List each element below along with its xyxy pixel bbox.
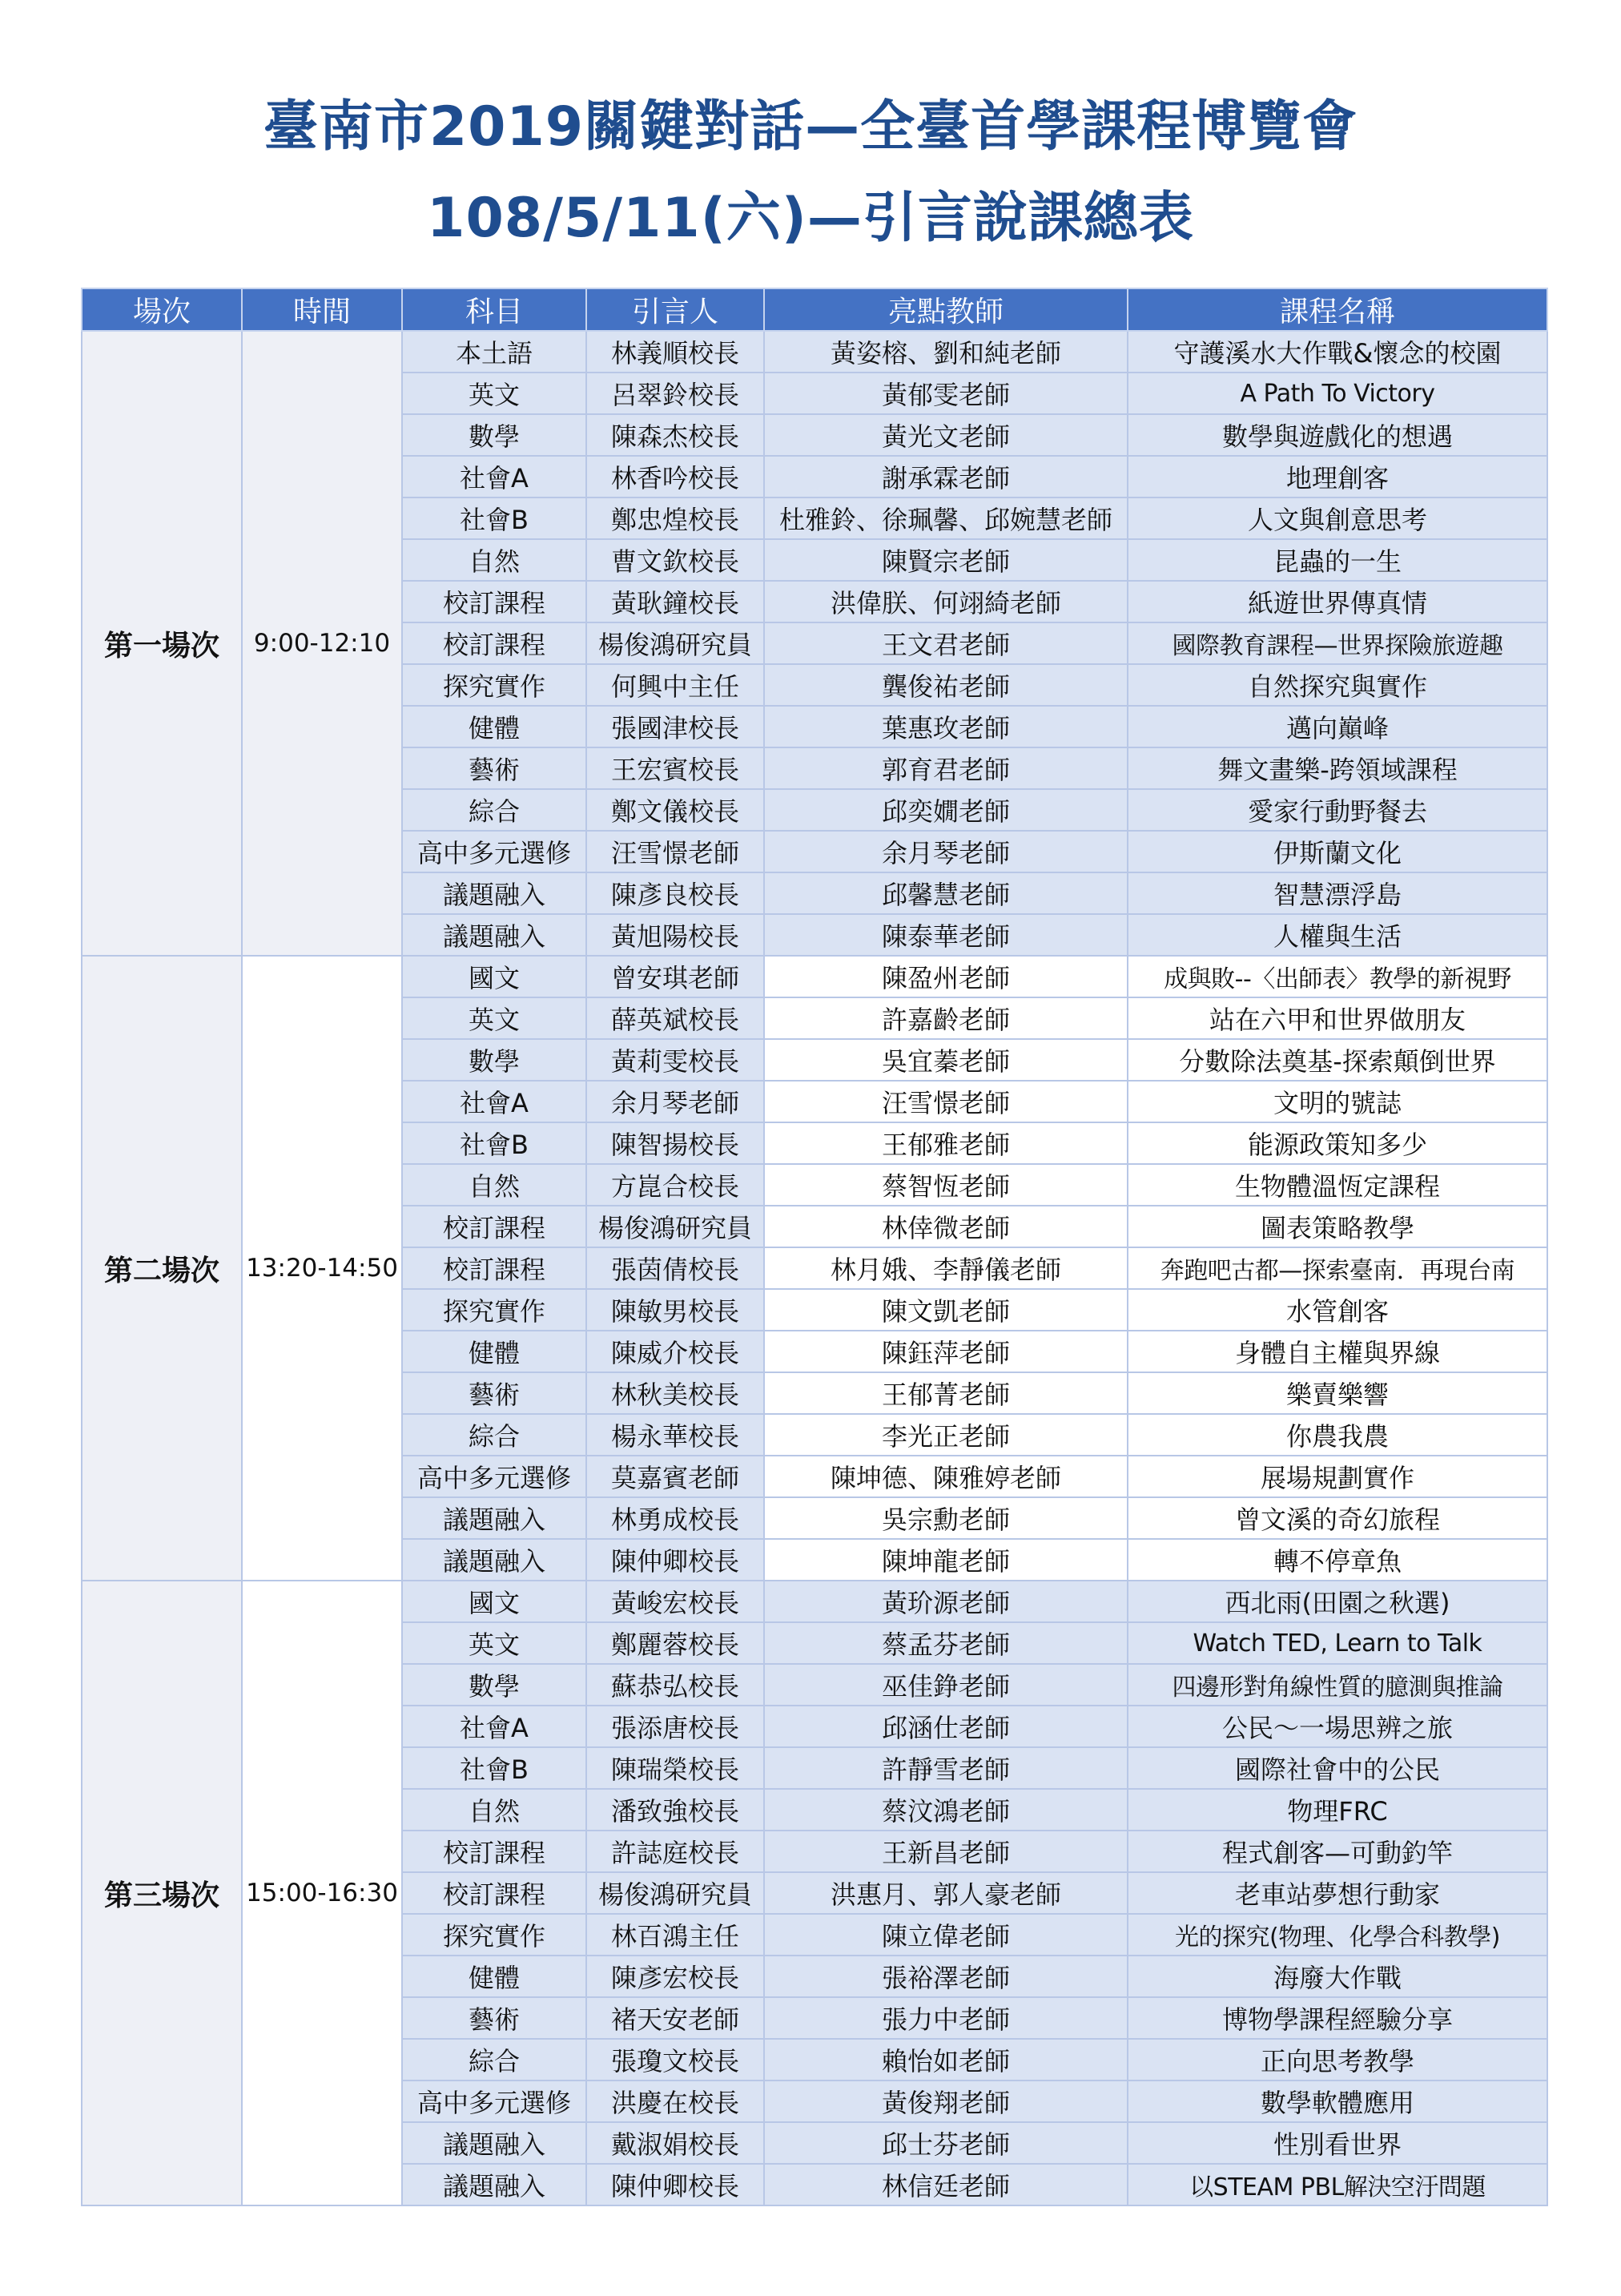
cell-teacher: 陳鈺萍老師: [764, 1331, 1128, 1372]
cell-speaker: 張瓊文校長: [586, 2039, 764, 2080]
cell-subject: 校訂課程: [402, 1247, 586, 1289]
cell-speaker: 汪雪憬老師: [586, 831, 764, 872]
cell-course: 博物學課程經驗分享: [1128, 1997, 1547, 2039]
cell-speaker: 陳彥良校長: [586, 872, 764, 914]
cell-subject: 議題融入: [402, 914, 586, 956]
cell-speaker: 戴淑娟校長: [586, 2122, 764, 2164]
cell-speaker: 陳智揚校長: [586, 1122, 764, 1164]
cell-speaker: 林勇成校長: [586, 1497, 764, 1539]
session-name: 第一場次: [82, 331, 242, 956]
cell-subject: 藝術: [402, 747, 586, 789]
cell-speaker: 陳敏男校長: [586, 1289, 764, 1331]
cell-course: 樂賣樂響: [1128, 1372, 1547, 1414]
cell-course: 文明的號誌: [1128, 1081, 1547, 1122]
table-row: [82, 1581, 1547, 1622]
cell-course: 昆蟲的一生: [1128, 539, 1547, 581]
cell-teacher: 吳宗勳老師: [764, 1497, 1128, 1539]
cell-speaker: 陳威介校長: [586, 1331, 764, 1372]
cell-speaker: 張茵倩校長: [586, 1247, 764, 1289]
cell-teacher: 杜雅鈴、徐珮馨、邱婉慧老師: [764, 497, 1128, 539]
page-subtitle: 108/5/11(六)—引言說課總表: [427, 187, 1194, 250]
cell-course: 伊斯蘭文化: [1128, 831, 1547, 872]
header-teacher: 亮點教師: [764, 288, 1128, 331]
cell-subject: 議題融入: [402, 2164, 586, 2205]
cell-teacher: 葉惠玫老師: [764, 706, 1128, 747]
cell-course: 生物體溫恆定課程: [1128, 1164, 1547, 1206]
cell-teacher: 洪偉朕、何翊綺老師: [764, 581, 1128, 622]
cell-subject: 數學: [402, 1039, 586, 1081]
cell-speaker: 陳森杰校長: [586, 414, 764, 456]
cell-subject: 校訂課程: [402, 1831, 586, 1872]
cell-speaker: 曾安琪老師: [586, 956, 764, 997]
cell-speaker: 林秋美校長: [586, 1372, 764, 1414]
cell-speaker: 楊俊鴻研究員: [586, 1872, 764, 1914]
cell-course: 地理創客: [1128, 456, 1547, 497]
cell-course: 曾文溪的奇幻旅程: [1128, 1497, 1547, 1539]
cell-subject: 自然: [402, 1789, 586, 1831]
cell-teacher: 陳文凱老師: [764, 1289, 1128, 1331]
cell-teacher: 邱涵仕老師: [764, 1706, 1128, 1747]
cell-course: 能源政策知多少: [1128, 1122, 1547, 1164]
cell-subject: 綜合: [402, 2039, 586, 2080]
cell-subject: 藝術: [402, 1372, 586, 1414]
cell-subject: 社會A: [402, 456, 586, 497]
cell-subject: 校訂課程: [402, 622, 586, 664]
session-name: 第三場次: [82, 1581, 242, 2205]
cell-subject: 探究實作: [402, 1289, 586, 1331]
session-time: 9:00-12:10: [242, 331, 402, 956]
cell-course: 公民～一場思辨之旅: [1128, 1706, 1547, 1747]
cell-speaker: 陳彥宏校長: [586, 1956, 764, 1997]
cell-subject: 綜合: [402, 789, 586, 831]
cell-subject: 校訂課程: [402, 1872, 586, 1914]
cell-course: 數學與遊戲化的想遇: [1128, 414, 1547, 456]
cell-subject: 自然: [402, 1164, 586, 1206]
cell-speaker: 林香吟校長: [586, 456, 764, 497]
cell-teacher: 王新昌老師: [764, 1831, 1128, 1872]
cell-subject: 探究實作: [402, 664, 586, 706]
cell-course: Watch TED, Learn to Talk: [1128, 1622, 1547, 1664]
cell-teacher: 陳泰華老師: [764, 914, 1128, 956]
header-session: 場次: [82, 288, 242, 331]
cell-speaker: 呂翠鈴校長: [586, 373, 764, 414]
cell-course: 展場規劃實作: [1128, 1456, 1547, 1497]
cell-speaker: 張國津校長: [586, 706, 764, 747]
cell-course: 守護溪水大作戰&懷念的校園: [1128, 331, 1547, 373]
cell-speaker: 陳仲卿校長: [586, 2164, 764, 2205]
cell-speaker: 楊永華校長: [586, 1414, 764, 1456]
cell-speaker: 張添唐校長: [586, 1706, 764, 1747]
cell-speaker: 莫嘉賓老師: [586, 1456, 764, 1497]
cell-course: 老車站夢想行動家: [1128, 1872, 1547, 1914]
cell-speaker: 蘇恭弘校長: [586, 1664, 764, 1706]
cell-subject: 健體: [402, 1956, 586, 1997]
cell-teacher: 林月娥、李靜儀老師: [764, 1247, 1128, 1289]
cell-speaker: 楊俊鴻研究員: [586, 622, 764, 664]
table-row: [82, 956, 1547, 997]
cell-teacher: 龔俊祐老師: [764, 664, 1128, 706]
cell-teacher: 許嘉齡老師: [764, 997, 1128, 1039]
cell-subject: 議題融入: [402, 872, 586, 914]
cell-subject: 數學: [402, 1664, 586, 1706]
cell-course: 自然探究與實作: [1128, 664, 1547, 706]
cell-course: 成與敗--〈出師表〉教學的新視野: [1128, 956, 1547, 997]
cell-subject: 議題融入: [402, 2122, 586, 2164]
cell-teacher: 蔡智恆老師: [764, 1164, 1128, 1206]
cell-course: 邁向巔峰: [1128, 706, 1547, 747]
cell-speaker: 余月琴老師: [586, 1081, 764, 1122]
cell-speaker: 黃峻宏校長: [586, 1581, 764, 1622]
cell-teacher: 賴怡如老師: [764, 2039, 1128, 2080]
schedule-table: [81, 288, 1548, 2206]
session-time: 15:00-16:30: [242, 1581, 402, 2205]
cell-teacher: 吳宜蓁老師: [764, 1039, 1128, 1081]
cell-teacher: 黃光文老師: [764, 414, 1128, 456]
cell-subject: 校訂課程: [402, 581, 586, 622]
cell-speaker: 陳仲卿校長: [586, 1539, 764, 1581]
cell-speaker: 王宏賓校長: [586, 747, 764, 789]
cell-speaker: 鄭忠煌校長: [586, 497, 764, 539]
cell-speaker: 黃耿鐘校長: [586, 581, 764, 622]
cell-subject: 國文: [402, 956, 586, 997]
cell-teacher: 巫佳錚老師: [764, 1664, 1128, 1706]
cell-teacher: 陳坤龍老師: [764, 1539, 1128, 1581]
cell-speaker: 鄭麗蓉校長: [586, 1622, 764, 1664]
cell-speaker: 林義順校長: [586, 331, 764, 373]
cell-teacher: 蔡孟芬老師: [764, 1622, 1128, 1664]
cell-teacher: 陳賢宗老師: [764, 539, 1128, 581]
cell-course: 程式創客—可動釣竿: [1128, 1831, 1547, 1872]
cell-teacher: 王郁菁老師: [764, 1372, 1128, 1414]
cell-course: 性別看世界: [1128, 2122, 1547, 2164]
cell-course: 國際教育課程—世界探險旅遊趣: [1128, 622, 1547, 664]
cell-teacher: 余月琴老師: [764, 831, 1128, 872]
cell-course: 以STEAM PBL解決空汙問題: [1128, 2164, 1547, 2205]
cell-subject: 校訂課程: [402, 1206, 586, 1247]
cell-course: 光的探究(物理、化學合科教學): [1128, 1914, 1547, 1956]
cell-course: A Path To Victory: [1128, 373, 1547, 414]
cell-course: 四邊形對角線性質的臆測與推論: [1128, 1664, 1547, 1706]
cell-course: 海廢大作戰: [1128, 1956, 1547, 1997]
header-time: 時間: [242, 288, 402, 331]
table-header-row: [82, 288, 1547, 331]
cell-teacher: 邱士芬老師: [764, 2122, 1128, 2164]
cell-subject: 本土語: [402, 331, 586, 373]
cell-teacher: 李光正老師: [764, 1414, 1128, 1456]
cell-speaker: 褚天安老師: [586, 1997, 764, 2039]
cell-course: 身體自主權與界線: [1128, 1331, 1547, 1372]
cell-speaker: 曹文欽校長: [586, 539, 764, 581]
cell-course: 轉不停章魚: [1128, 1539, 1547, 1581]
cell-subject: 社會B: [402, 1122, 586, 1164]
cell-teacher: 邱馨慧老師: [764, 872, 1128, 914]
cell-teacher: 黃玠源老師: [764, 1581, 1128, 1622]
session-time: 13:20-14:50: [242, 956, 402, 1581]
table-body: [82, 331, 1547, 2205]
cell-subject: 社會B: [402, 1747, 586, 1789]
cell-teacher: 洪惠月、郭人豪老師: [764, 1872, 1128, 1914]
cell-subject: 社會A: [402, 1081, 586, 1122]
page-title: 臺南市2019關鍵對話—全臺首學課程博覽會: [263, 95, 1358, 159]
cell-subject: 自然: [402, 539, 586, 581]
cell-course: 人權與生活: [1128, 914, 1547, 956]
cell-course: 紙遊世界傳真情: [1128, 581, 1547, 622]
cell-course: 正向思考教學: [1128, 2039, 1547, 2080]
cell-teacher: 邱奕嫺老師: [764, 789, 1128, 831]
cell-course: 國際社會中的公民: [1128, 1747, 1547, 1789]
header-subject: 科目: [402, 288, 586, 331]
table-row: [82, 331, 1547, 373]
cell-subject: 高中多元選修: [402, 1456, 586, 1497]
cell-speaker: 黃莉雯校長: [586, 1039, 764, 1081]
cell-teacher: 黃郁雯老師: [764, 373, 1128, 414]
cell-subject: 社會B: [402, 497, 586, 539]
session-name: 第二場次: [82, 956, 242, 1581]
cell-teacher: 郭育君老師: [764, 747, 1128, 789]
cell-subject: 健體: [402, 706, 586, 747]
cell-subject: 綜合: [402, 1414, 586, 1456]
cell-subject: 國文: [402, 1581, 586, 1622]
cell-teacher: 張裕澤老師: [764, 1956, 1128, 1997]
cell-teacher: 蔡汶鴻老師: [764, 1789, 1128, 1831]
cell-subject: 藝術: [402, 1997, 586, 2039]
cell-subject: 健體: [402, 1331, 586, 1372]
cell-speaker: 鄭文儀校長: [586, 789, 764, 831]
cell-course: 智慧漂浮島: [1128, 872, 1547, 914]
cell-speaker: 許誌庭校長: [586, 1831, 764, 1872]
cell-teacher: 王文君老師: [764, 622, 1128, 664]
cell-speaker: 陳瑞榮校長: [586, 1747, 764, 1789]
cell-teacher: 許靜雪老師: [764, 1747, 1128, 1789]
cell-course: 西北雨(田園之秋選): [1128, 1581, 1547, 1622]
cell-teacher: 陳盈州老師: [764, 956, 1128, 997]
cell-teacher: 陳立偉老師: [764, 1914, 1128, 1956]
cell-teacher: 林倖微老師: [764, 1206, 1128, 1247]
cell-course: 分數除法奠基-探索顛倒世界: [1128, 1039, 1547, 1081]
cell-subject: 探究實作: [402, 1914, 586, 1956]
cell-teacher: 黃姿榕、劉和純老師: [764, 331, 1128, 373]
cell-speaker: 潘致強校長: [586, 1789, 764, 1831]
cell-teacher: 林信廷老師: [764, 2164, 1128, 2205]
cell-subject: 社會A: [402, 1706, 586, 1747]
cell-subject: 高中多元選修: [402, 2080, 586, 2122]
cell-subject: 英文: [402, 997, 586, 1039]
cell-teacher: 汪雪憬老師: [764, 1081, 1128, 1122]
cell-course: 圖表策略教學: [1128, 1206, 1547, 1247]
cell-subject: 議題融入: [402, 1539, 586, 1581]
cell-speaker: 楊俊鴻研究員: [586, 1206, 764, 1247]
header-course: 課程名稱: [1128, 288, 1547, 331]
cell-subject: 高中多元選修: [402, 831, 586, 872]
cell-teacher: 張力中老師: [764, 1997, 1128, 2039]
cell-subject: 數學: [402, 414, 586, 456]
cell-speaker: 洪慶在校長: [586, 2080, 764, 2122]
cell-course: 舞文畫樂-跨領域課程: [1128, 747, 1547, 789]
cell-speaker: 林百鴻主任: [586, 1914, 764, 1956]
cell-course: 物理FRC: [1128, 1789, 1547, 1831]
cell-teacher: 陳坤德、陳雅婷老師: [764, 1456, 1128, 1497]
cell-teacher: 黃俊翔老師: [764, 2080, 1128, 2122]
cell-speaker: 黃旭陽校長: [586, 914, 764, 956]
cell-speaker: 方崑合校長: [586, 1164, 764, 1206]
cell-teacher: 王郁雅老師: [764, 1122, 1128, 1164]
cell-subject: 英文: [402, 373, 586, 414]
cell-speaker: 薛英斌校長: [586, 997, 764, 1039]
header-speaker: 引言人: [586, 288, 764, 331]
cell-course: 站在六甲和世界做朋友: [1128, 997, 1547, 1039]
cell-course: 奔跑吧古都—探索臺南．再現台南: [1128, 1247, 1547, 1289]
cell-teacher: 謝承霖老師: [764, 456, 1128, 497]
cell-course: 水管創客: [1128, 1289, 1547, 1331]
cell-course: 愛家行動野餐去: [1128, 789, 1547, 831]
cell-subject: 議題融入: [402, 1497, 586, 1539]
cell-course: 人文與創意思考: [1128, 497, 1547, 539]
cell-course: 你農我農: [1128, 1414, 1547, 1456]
cell-course: 數學軟體應用: [1128, 2080, 1547, 2122]
cell-subject: 英文: [402, 1622, 586, 1664]
cell-speaker: 何興中主任: [586, 664, 764, 706]
